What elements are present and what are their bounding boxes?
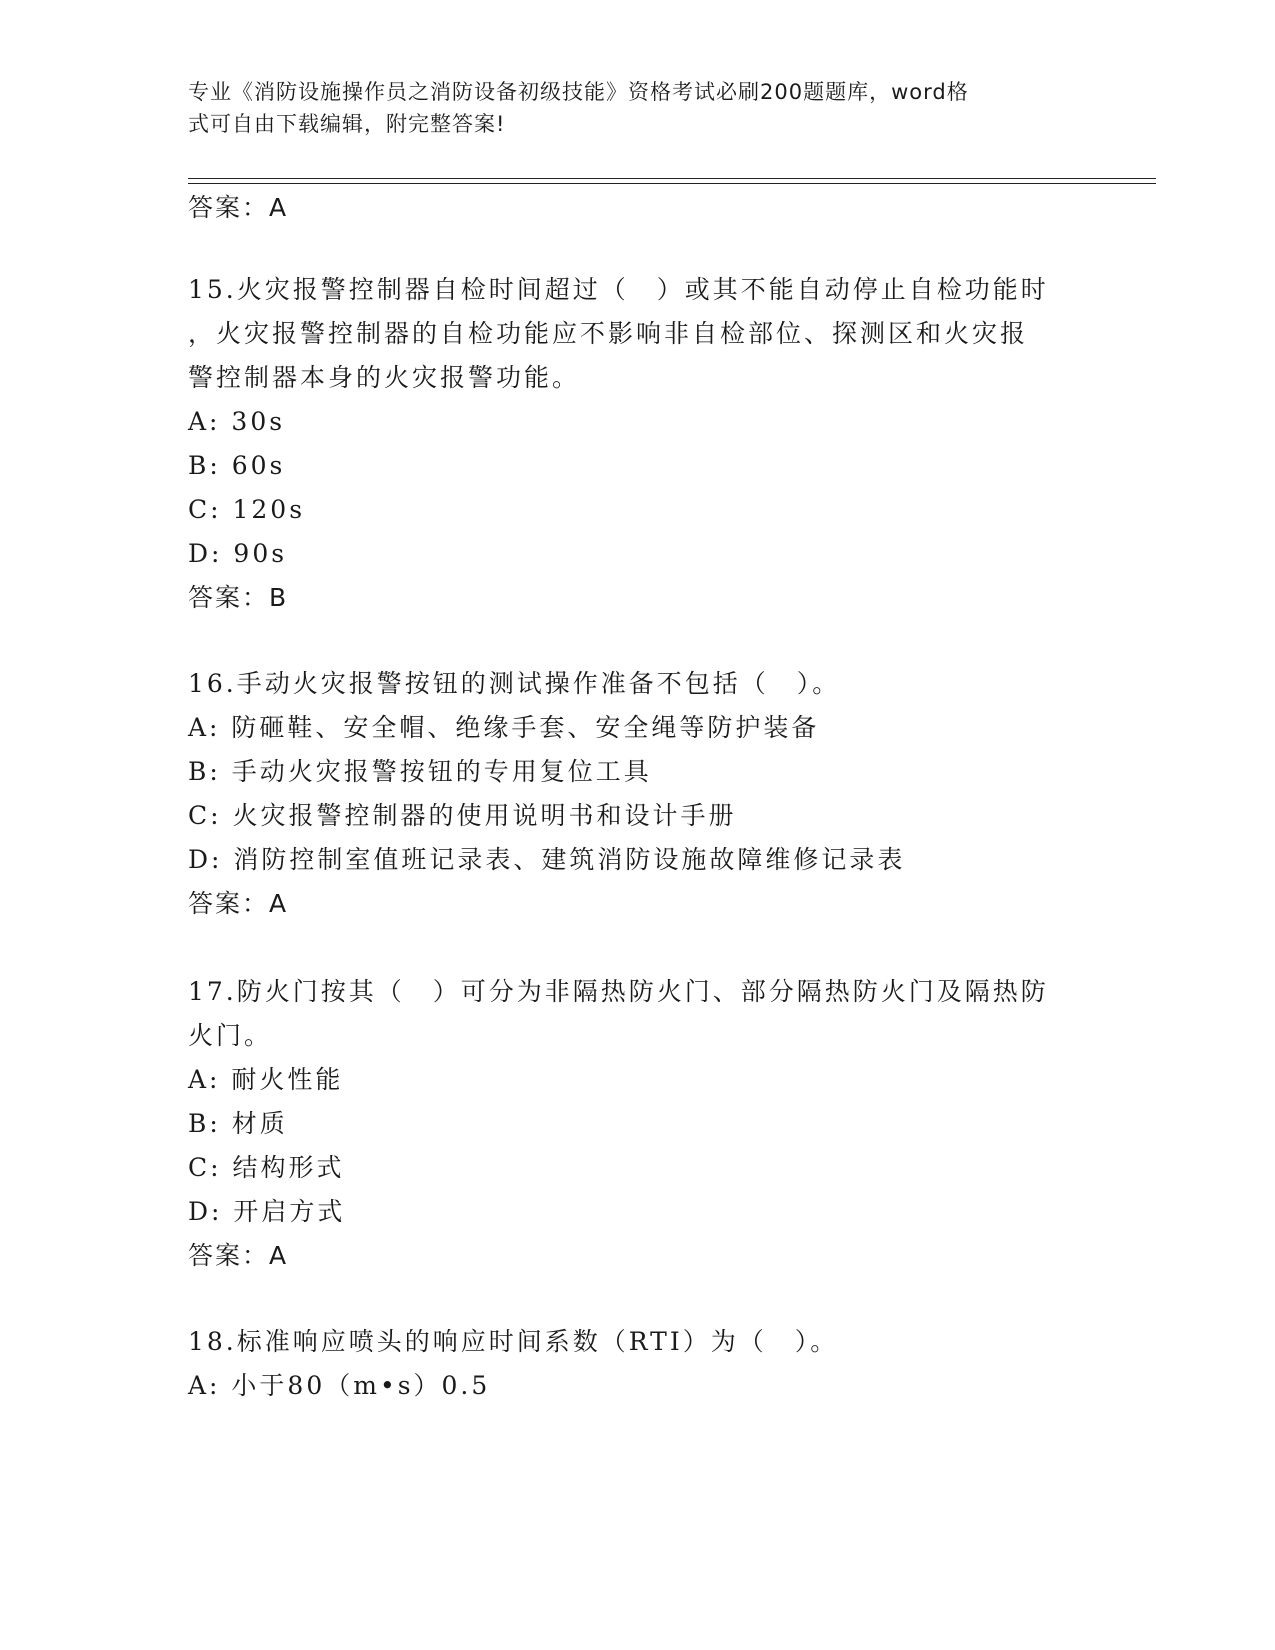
question-stem-line: 火门。	[188, 1021, 273, 1050]
option-d: D: 消防控制室值班记录表、建筑消防设施故障维修记录表	[188, 845, 906, 874]
option-a: A: 耐火性能	[188, 1065, 344, 1094]
option-c: C: 结构形式	[188, 1153, 345, 1182]
option-a: A: 小于80（m•s）0.5	[188, 1371, 491, 1400]
option-c: C: 120s	[188, 495, 306, 524]
answer-line: 答案：A	[188, 889, 289, 918]
option-d: D: 90s	[188, 539, 288, 568]
header-divider-top	[188, 178, 1156, 179]
question-stem-line: 17.防火门按其（ ）可分为非隔热防火门、部分隔热防火门及隔热防	[188, 977, 1049, 1006]
answer-line: 答案：A	[188, 1241, 289, 1270]
answer-line: 答案：A	[188, 193, 289, 222]
question-stem-line: 18.标准响应喷头的响应时间系数（RTI）为（ ）。	[188, 1327, 839, 1356]
question-stem-line: 16.手动火灾报警按钮的测试操作准备不包括（ ）。	[188, 669, 841, 698]
option-d: D: 开启方式	[188, 1197, 346, 1226]
option-a: A: 30s	[188, 407, 286, 436]
option-b: B: 材质	[188, 1109, 288, 1138]
header-line-1: 专业《消防设施操作员之消防设备初级技能》资格考试必刷200题题库，word格	[188, 80, 969, 104]
question-stem-line: ，火灾报警控制器的自检功能应不影响非自检部位、探测区和火灾报	[188, 319, 1029, 348]
option-a: A: 防砸鞋、安全帽、绝缘手套、安全绳等防护装备	[188, 713, 820, 742]
option-c: C: 火灾报警控制器的使用说明书和设计手册	[188, 801, 737, 830]
answer-line: 答案：B	[188, 583, 289, 612]
question-stem-line: 15.火灾报警控制器自检时间超过（ ）或其不能自动停止自检功能时	[188, 275, 1049, 304]
option-b: B: 60s	[188, 451, 286, 480]
document-header	[188, 76, 1088, 140]
option-b: B: 手动火灾报警按钮的专用复位工具	[188, 757, 652, 786]
question-stem-line: 警控制器本身的火灾报警功能。	[188, 363, 581, 392]
header-line-2: 式可自由下载编辑，附完整答案!	[188, 112, 506, 136]
header-divider-bottom	[188, 183, 1156, 184]
